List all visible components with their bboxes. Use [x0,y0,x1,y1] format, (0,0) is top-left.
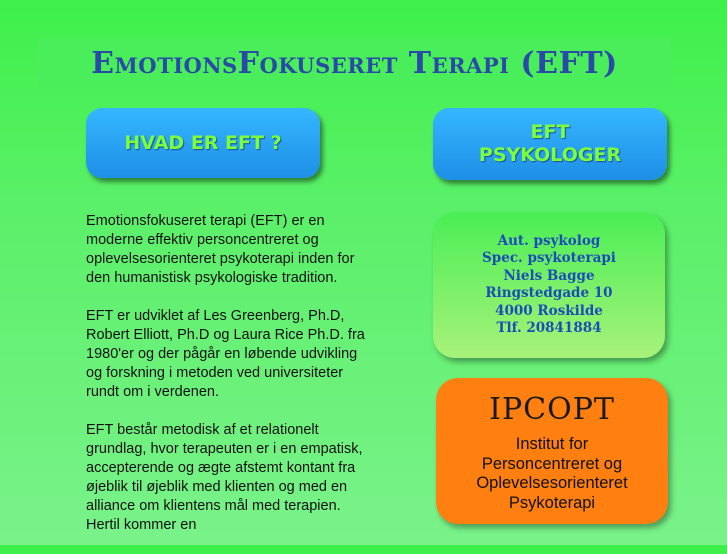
contact-name: Niels Bagge [503,267,595,284]
ipcopt-link-card[interactable] [436,378,668,524]
ipcopt-name-line-2: Personcentreret og [481,454,623,473]
ipcopt-name-line-4: Psykoterapi [508,493,596,512]
contact-street: Ringstedgade 10 [485,285,613,301]
ipcopt-logo: IPCOPT [489,392,615,427]
hvad-er-eft-label: HVAD ER EFT ? [124,131,282,154]
intro-paragraph-3: EFT består metodisk af et relationelt grundlag, hvor terapeuten er i en empatisk, accepterende og ægte afstemt kontant fra øjeblik til øjeblik med klienten og med en alliance om klientens mål med terapien. Hertil kommer en [86,422,363,533]
site-title: EmotionsFokuseret Terapi (EFT) [91,45,618,81]
intro-paragraph-2: EFT er udviklet af Les Greenberg, Ph.D, Robert Elliott, Ph.D og Laura Rice Ph.D. fra 1980'er og der pågår en løbende udvikling og forskning i metoden ved universiteter rundt om i verdenen. [86,308,365,400]
ipcopt-name [436,435,668,513]
header-band [38,38,671,88]
contact-card [433,212,665,358]
eft-psykologer-label-line-2: PSYKOLOGER [478,144,622,166]
eft-psykologer-label-line-1: EFT [530,121,570,143]
intro-text [86,212,366,554]
hvad-er-eft-button[interactable] [86,108,320,178]
contact-city: 4000 Roskilde [495,302,603,319]
contact-specialty: Spec. psykoterapi [482,250,616,266]
ipcopt-name-line-1: Institut for [515,435,589,453]
contact-phone: Tlf. 20841884 [496,320,602,336]
ipcopt-name-line-3: Oplevelsesorienteret [476,474,628,492]
intro-paragraph-1: Emotionsfokuseret terapi (EFT) er en moderne effektiv personcentreret og oplevelsesorienteret psykoterapi inden for den humanistisk psykologiske tradition. [86,213,355,286]
contact-title: Aut. psykolog [497,232,601,249]
eft-psykologer-button[interactable] [433,108,667,180]
